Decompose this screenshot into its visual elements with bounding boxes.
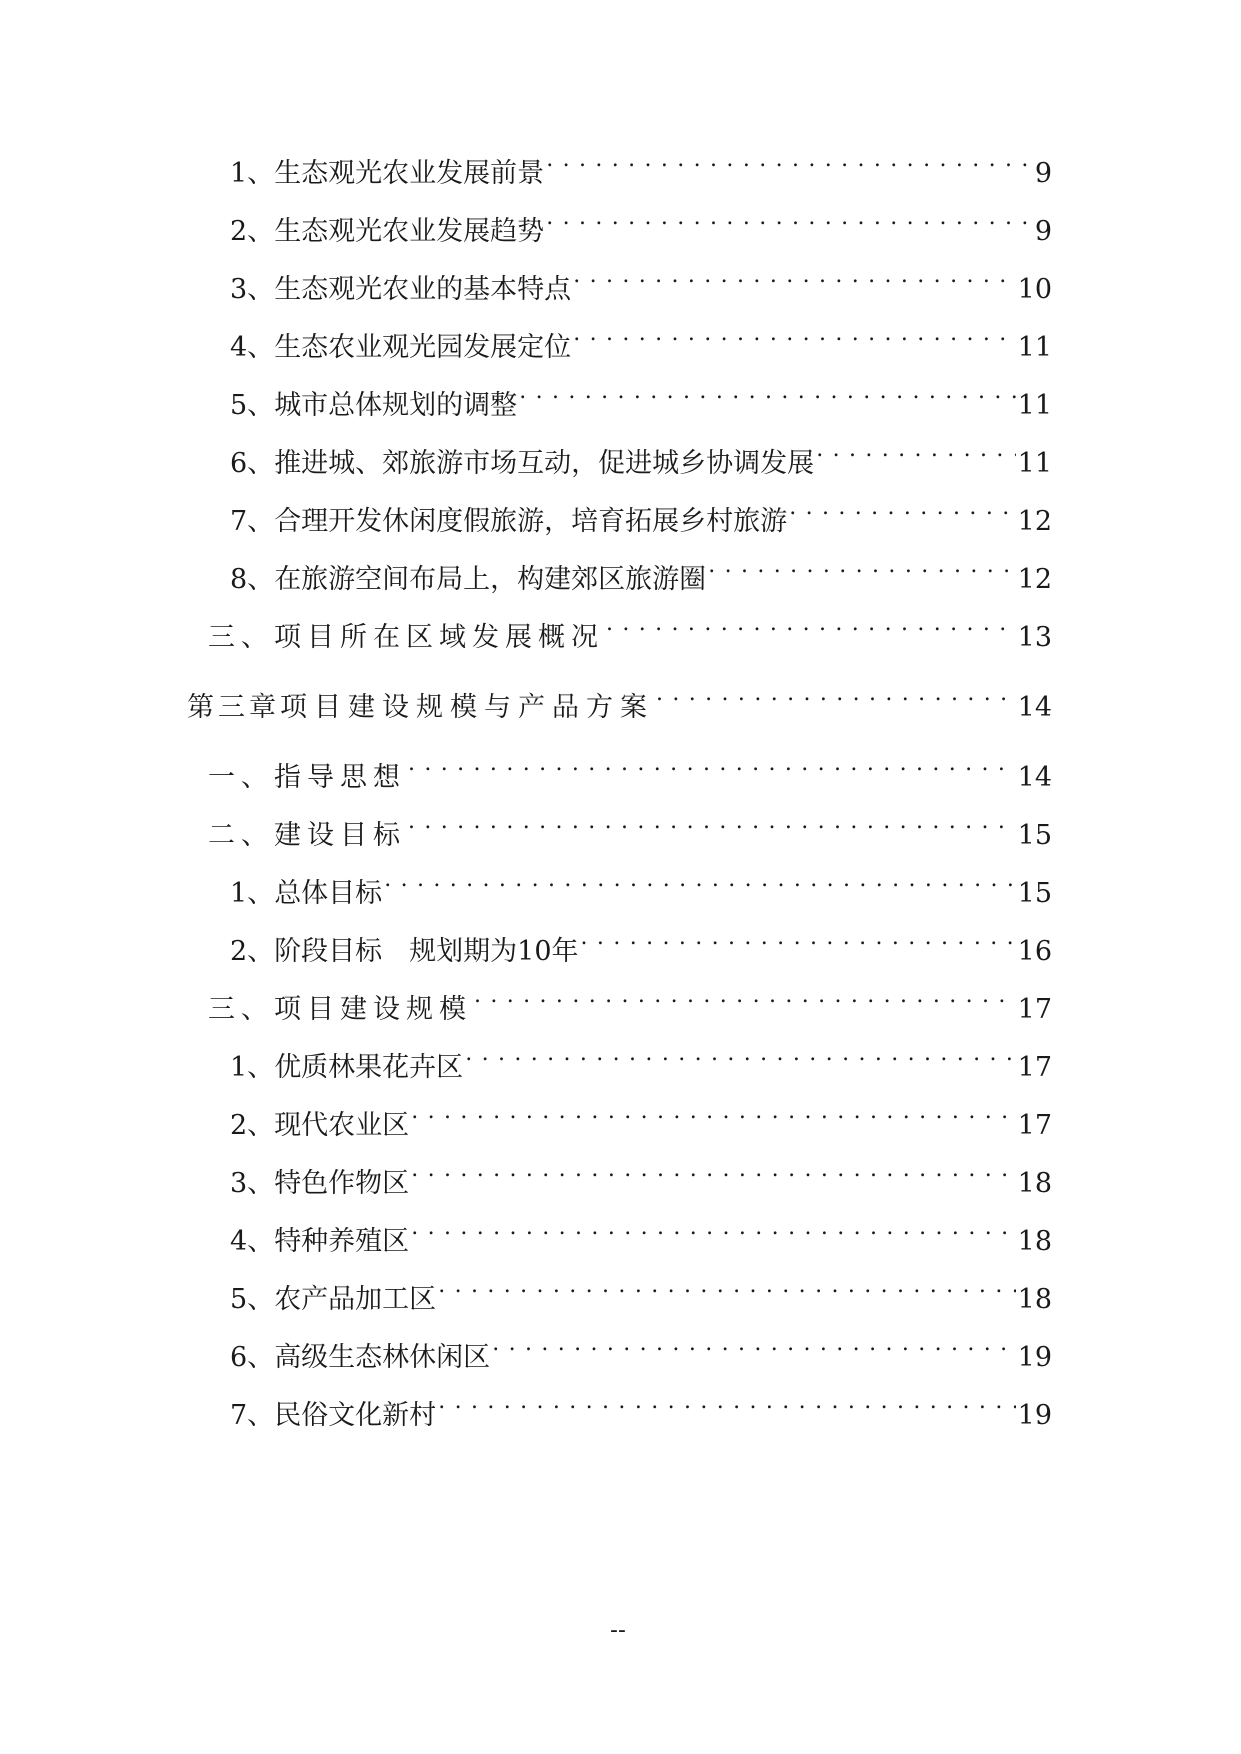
toc-entry-page: 9	[1034, 216, 1052, 247]
toc-entry-page: 18	[1017, 1284, 1052, 1315]
toc-entry-page: 11	[1017, 332, 1052, 363]
toc-entry-title: 现代农业区	[274, 1110, 410, 1141]
toc-entry-title: 城市总体规划的调整	[274, 390, 518, 421]
toc-entry-page: 15	[1017, 820, 1052, 851]
toc-entry-number: 1、	[230, 1052, 275, 1083]
toc-entry-page: 13	[1017, 622, 1052, 653]
toc-entry-number: 2、	[230, 1110, 275, 1141]
toc-entry-number: 6、	[230, 448, 275, 479]
toc-entry[interactable]	[230, 1214, 1052, 1257]
dot-leader	[384, 866, 1015, 902]
toc-entry-page: 15	[1017, 878, 1052, 909]
toc-entry-page: 18	[1017, 1226, 1052, 1257]
toc-entry-number: 1、	[230, 878, 275, 909]
dot-leader	[708, 552, 1015, 588]
toc-entry[interactable]	[208, 750, 1052, 793]
dot-leader	[519, 378, 1015, 414]
toc-entry[interactable]	[230, 436, 1052, 479]
dot-leader	[546, 204, 1033, 240]
dot-leader	[438, 1272, 1015, 1308]
toc-entry[interactable]	[230, 1098, 1052, 1141]
toc-entry-number: 一、	[208, 762, 274, 793]
toc-chapter-number: 第三章	[187, 692, 280, 723]
toc-entry[interactable]	[230, 262, 1052, 305]
toc-entry[interactable]	[230, 378, 1052, 421]
toc-entry-page: 17	[1017, 1052, 1052, 1083]
toc-entry-title: 特色作物区	[274, 1168, 410, 1199]
dot-leader	[573, 262, 1015, 298]
toc-entry[interactable]	[230, 320, 1052, 363]
toc-entry-number: 5、	[230, 1284, 275, 1315]
dot-leader	[411, 1214, 1015, 1250]
toc-entry[interactable]	[230, 1388, 1052, 1431]
toc-entry-number: 4、	[230, 1226, 275, 1257]
dot-leader	[656, 680, 1016, 716]
toc-entry[interactable]	[230, 924, 1052, 967]
toc-entry-page: 17	[1017, 1110, 1052, 1141]
toc-entry-page: 16	[1017, 936, 1052, 967]
toc-entry-title: 生态农业观光园发展定位	[274, 332, 572, 363]
toc-entry[interactable]	[230, 1272, 1052, 1315]
toc-entry-title: 项目建设规模	[274, 994, 472, 1025]
toc-entry-title: 优质林果花卉区	[274, 1052, 464, 1083]
toc-entry-title: 项目所在区域发展概况	[274, 622, 604, 653]
dot-leader	[546, 146, 1033, 182]
toc-entry-page: 12	[1017, 506, 1052, 537]
toc-entry-page: 14	[1017, 762, 1052, 793]
dot-leader	[465, 1040, 1015, 1076]
toc-entry-title: 指导思想	[274, 762, 406, 793]
toc-entry[interactable]	[208, 808, 1052, 851]
toc-entry-page: 14	[1017, 692, 1052, 723]
toc-entry-title: 在旅游空间布局上，构建郊区旅游圈	[274, 564, 707, 595]
toc-entry-page: 10	[1017, 274, 1052, 305]
toc-entry-number: 1、	[230, 158, 275, 189]
toc-entry-title: 农产品加工区	[274, 1284, 437, 1315]
toc-entry[interactable]	[208, 610, 1052, 653]
dot-leader	[606, 610, 1016, 646]
toc-entry[interactable]	[230, 552, 1052, 595]
dot-leader	[816, 436, 1015, 472]
toc-entry-number: 8、	[230, 564, 275, 595]
toc-entry-page: 11	[1017, 448, 1052, 479]
dot-leader	[438, 1388, 1015, 1424]
toc-entry-title: 阶段目标 规划期为10年	[274, 936, 579, 967]
toc-entry-number: 2、	[230, 936, 275, 967]
toc-entry[interactable]	[230, 1040, 1052, 1083]
toc-entry-number: 3、	[230, 1168, 275, 1199]
toc-entry-page: 17	[1017, 994, 1052, 1025]
toc-entry[interactable]	[230, 204, 1052, 247]
dot-leader	[411, 1156, 1015, 1192]
toc-entry-page: 19	[1017, 1400, 1052, 1431]
dot-leader	[789, 494, 1015, 530]
dot-leader	[411, 1098, 1015, 1134]
toc-entry-title: 生态观光农业发展前景	[274, 158, 545, 189]
toc-entry-number: 7、	[230, 1400, 275, 1431]
toc-entry-title: 民俗文化新村	[274, 1400, 437, 1431]
toc-entry-title: 总体目标	[274, 878, 383, 909]
toc-entry-number: 5、	[230, 390, 275, 421]
toc-entry[interactable]	[208, 982, 1052, 1025]
toc-entry-title: 特种养殖区	[274, 1226, 410, 1257]
toc-entry-title: 建设目标	[274, 820, 406, 851]
toc-entry-number: 2、	[230, 216, 275, 247]
toc-entry-title: 合理开发休闲度假旅游，培育拓展乡村旅游	[274, 506, 788, 537]
toc-entry[interactable]	[230, 1330, 1052, 1373]
toc-entry[interactable]	[230, 1156, 1052, 1199]
toc-entry-number: 二、	[208, 820, 274, 851]
dot-leader	[581, 924, 1016, 960]
dot-leader	[408, 750, 1016, 786]
dot-leader	[492, 1330, 1015, 1366]
toc-entry-number: 3、	[230, 274, 275, 305]
toc-chapter-entry[interactable]	[187, 680, 1052, 723]
toc-entry-number: 6、	[230, 1342, 275, 1373]
page-footer-mark: --	[610, 1618, 626, 1643]
toc-entry-page: 18	[1017, 1168, 1052, 1199]
toc-entry-number: 4、	[230, 332, 275, 363]
toc-entry-number: 7、	[230, 506, 275, 537]
toc-entry-title: 生态观光农业发展趋势	[274, 216, 545, 247]
toc-entry-title: 推进城、郊旅游市场互动，促进城乡协调发展	[274, 448, 815, 479]
toc-entry-title: 生态观光农业的基本特点	[274, 274, 572, 305]
toc-entry[interactable]	[230, 146, 1052, 189]
toc-entry-number: 三、	[208, 994, 274, 1025]
toc-entry[interactable]	[230, 494, 1052, 537]
toc-entry-page: 12	[1017, 564, 1052, 595]
toc-entry-number: 三、	[208, 622, 274, 653]
dot-leader	[408, 808, 1016, 844]
toc-entry-title: 高级生态林休闲区	[274, 1342, 491, 1373]
toc-chapter-title: 项目建设规模与产品方案	[280, 692, 654, 723]
toc-entry-page: 19	[1017, 1342, 1052, 1373]
dot-leader	[474, 982, 1016, 1018]
toc-entry[interactable]	[230, 866, 1052, 909]
toc-entry-page: 11	[1017, 390, 1052, 421]
dot-leader	[573, 320, 1015, 356]
toc-entry-page: 9	[1034, 158, 1052, 189]
